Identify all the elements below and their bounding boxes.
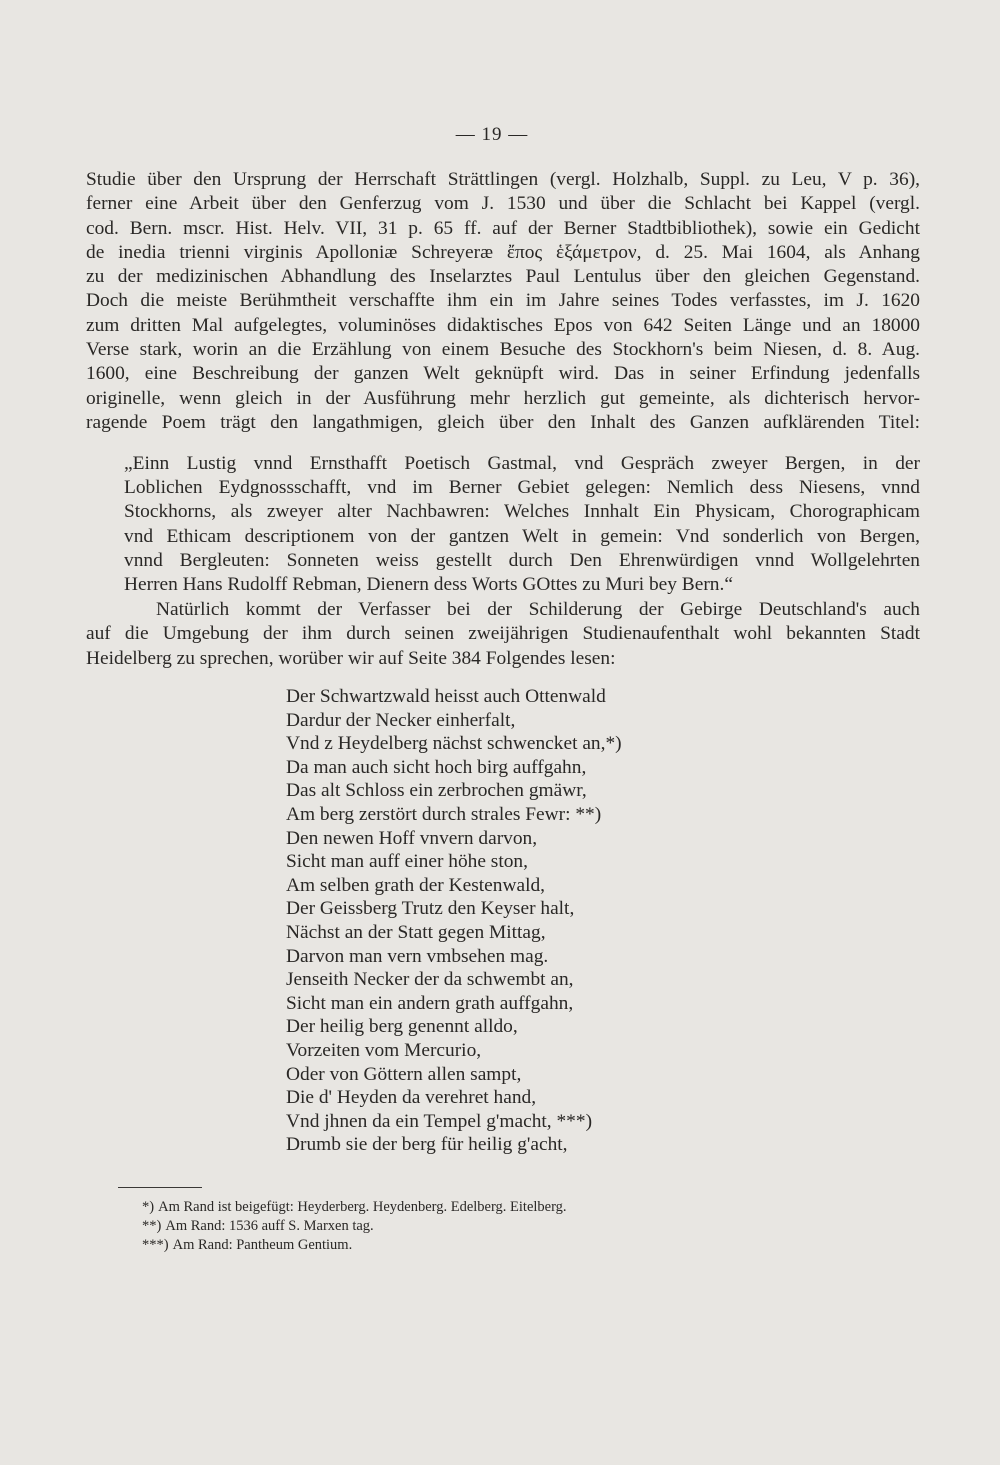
footnote bbox=[142, 1198, 762, 1217]
text-line: 1600, eine Beschreibung der ganzen Welt geknüpft wird. Das in seiner Erfindung jedenfalls bbox=[86, 363, 920, 385]
paragraph-1 bbox=[86, 168, 920, 435]
text-line: auf die Umgebung der ihm durch seinen zweijährigen Studienaufenthalt wohl bekannten Stadt bbox=[86, 623, 920, 645]
text-line: de inedia trienni virginis Apolloniæ Schreyeræ ἔπος ἑξάμετρον, d. 25. Mai 1604, als Anhang bbox=[86, 241, 920, 263]
poem-line: Die d' Heyden da verehret hand, bbox=[286, 1087, 537, 1109]
text-line: zum dritten Mal aufgelegtes, voluminöses didaktisches Epos von 642 Seiten Länge und an 18000 bbox=[86, 314, 920, 336]
text-line: originelle, wenn gleich in der Ausführung mehr herzlich gut gemeinte, als dichterisch hervor- bbox=[86, 387, 920, 409]
page-number: — 19 — bbox=[455, 124, 529, 145]
footnote-divider bbox=[118, 1187, 202, 1188]
poem-line: Sicht man ein andern grath auffgahn, bbox=[286, 992, 574, 1014]
poem-line: Den newen Hoff vnvern darvon, bbox=[286, 827, 538, 849]
quote-line: Stockhorns, als zweyer alter Nachbawren: Welches Innhalt Ein Physicam, Chorographicam bbox=[124, 501, 920, 523]
footnote-text: Am Rand: 1536 auff S. Marxen tag. bbox=[165, 1218, 374, 1234]
quote-line: vnd Ethicam descriptionem von der gantzen Welt in gemein: Vnd sonderlich von Bergen, bbox=[124, 525, 920, 547]
poem-line: Dardur der Necker einherfalt, bbox=[286, 709, 516, 731]
text-line: Verse stark, worin an die Erzählung von einem Besuche des Stockhorn's beim Niesen, d. 8. Aug. bbox=[86, 339, 920, 361]
footnote-text: Am Rand: Pantheum Gentium. bbox=[172, 1237, 353, 1253]
poem-line: Da man auch sicht hoch birg auffgahn, bbox=[286, 756, 587, 778]
quote-line: Herren Hans Rudolff Rebman, Dienern dess Worts GOttes zu Muri bey Bern.“ bbox=[124, 574, 733, 596]
footnotes bbox=[142, 1198, 762, 1255]
paragraph-2 bbox=[86, 598, 920, 671]
poem-line: Vnd jhnen da ein Tempel g'macht, ***) bbox=[286, 1110, 593, 1132]
poem-line: Vnd z Heydelberg nächst schwencket an,*) bbox=[286, 733, 622, 755]
poem-line: Am selben grath der Kestenwald, bbox=[286, 874, 545, 896]
text-line: Studie über den Ursprung der Herrschaft Strättlingen (vergl. Holzhalb, Suppl. zu Leu, V p. 36), bbox=[86, 169, 920, 190]
text-line: ragende Poem trägt den langathmigen, gleich über den Inhalt des Ganzen aufklärenden Titel: bbox=[86, 411, 920, 433]
footnote-text: Am Rand ist beigefügt: Heyderberg. Heydenberg. Edelberg. Eitelberg. bbox=[158, 1199, 567, 1215]
footnote-mark: **) bbox=[142, 1218, 162, 1234]
text-line: zu der medizinischen Abhandlung des Inselarztes Paul Lentulus über den gleichen Gegenstand. bbox=[86, 266, 920, 288]
text-line: Natürlich kommt der Verfasser bei der Schilderung der Gebirge Deutschland's auch bbox=[156, 599, 920, 620]
book-title-quote bbox=[124, 452, 920, 597]
text-line: Doch die meiste Berühmtheit verschaffte ihm ein im Jahre seines Todes verfasstes, im J. 1620 bbox=[86, 290, 920, 312]
poem-line: Oder von Göttern allen sampt, bbox=[286, 1063, 522, 1085]
poem-line: Darvon man vern vmbsehen mag. bbox=[286, 945, 549, 967]
quote-line: Loblichen Eydgnossschafft, vnd im Berner Gebiet gelegen: Nemlich dess Niesens, vnnd bbox=[124, 477, 920, 499]
poem-line: Vorzeiten vom Mercurio, bbox=[286, 1039, 482, 1061]
text-line: Heidelberg zu sprechen, worüber wir auf Seite 384 Folgendes lesen: bbox=[86, 647, 616, 669]
footnote bbox=[142, 1236, 762, 1255]
poem-line: Nächst an der Statt gegen Mittag, bbox=[286, 921, 546, 943]
text-line: cod. Bern. mscr. Hist. Helv. VII, 31 p. 65 ff. auf der Berner Stadtbibliothek), sowie ein Gedicht bbox=[86, 217, 920, 239]
footnote bbox=[142, 1217, 762, 1236]
poem-line: Der heilig berg genennt alldo, bbox=[286, 1016, 518, 1038]
poem-line: Das alt Schloss ein zerbrochen gmäwr, bbox=[286, 780, 587, 802]
poem-line: Sicht man auff einer höhe ston, bbox=[286, 851, 528, 873]
poem-line: Drumb sie der berg für heilig g'acht, bbox=[286, 1134, 568, 1156]
poem bbox=[286, 685, 736, 1157]
quote-line: vnnd Bergleuten: Sonneten weiss gestellt durch Den Ehrenwürdigen vnnd Wollgelehrten bbox=[124, 549, 920, 571]
text-line: ferner eine Arbeit über den Genferzug vom J. 1530 und über die Schlacht bei Kappel (vergl. bbox=[86, 193, 920, 215]
poem-line: Jenseith Necker der da schwembt an, bbox=[286, 969, 574, 991]
footnote-mark: ***) bbox=[142, 1237, 169, 1253]
poem-line: Der Schwartzwald heisst auch Ottenwald bbox=[286, 686, 606, 707]
footnote-mark: *) bbox=[142, 1199, 155, 1215]
poem-line: Am berg zerstört durch strales Fewr: **) bbox=[286, 803, 602, 825]
quote-line: „Einn Lustig vnnd Ernsthafft Poetisch Gastmal, vnd Gespräch zweyer Bergen, in der bbox=[124, 453, 920, 474]
poem-line: Der Geissberg Trutz den Keyser halt, bbox=[286, 898, 575, 920]
